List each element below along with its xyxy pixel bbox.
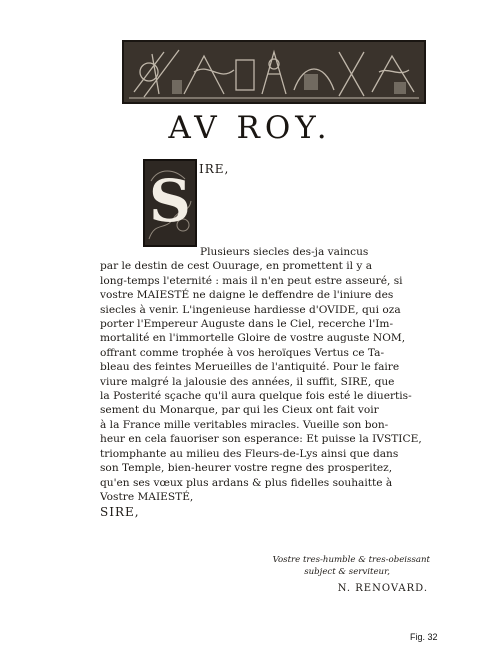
body-line: bleau des feintes Merueilles de l'antiquité. Pour le faire (100, 361, 400, 374)
closing-line: Vostre tres-humble & tres-obeissant (272, 555, 430, 565)
signature: N. RENOVARD. (337, 583, 428, 594)
dedication-body (100, 245, 428, 504)
closing-formula (220, 554, 430, 578)
body-line: vostre MAIESTÉ ne daigne le deffendre de l'iniure des (100, 289, 394, 302)
body-line: Plusieurs siecles des-ja vaincus (200, 246, 369, 258)
body-line: qu'en ses vœux plus ardans & plus fidelles souhaitte à (100, 476, 393, 489)
body-line: viure malgré la jalousie des années, il suffit, SIRE, que (100, 375, 395, 388)
figure-label: Fig. 32 (410, 632, 438, 642)
body-line: son Temple, bien-heurer vostre regne des prosperitez, (100, 462, 393, 475)
closing-line: subject & serviteur, (304, 567, 390, 577)
body-line: Vostre MAIESTÉ, (100, 490, 194, 503)
engraved-headpiece (122, 40, 426, 104)
body-line: heur en cela fauoriser son esperance: Et puisse la IVSTICE, (100, 433, 422, 446)
dropcap-letter: S (149, 167, 191, 235)
body-line: siecles à venir. L'ingenieuse hardiesse d'OVIDE, qui oza (100, 303, 401, 316)
body-line: par le destin de cest Ouurage, en promettent il y a (100, 260, 373, 273)
body-line: la Posterité sçache qu'il aura quelque fois esté le diuertis- (100, 390, 412, 403)
body-line: sement du Monarque, par qui les Cieux ont fait voir (100, 404, 379, 417)
body-line: triomphante au milieu des Fleurs-de-Lys ainsi que dans (100, 447, 399, 460)
body-line: mortalité en l'immortelle Gloire de vostre auguste NOM, (100, 332, 406, 345)
decorated-initial (143, 159, 197, 247)
page-title: AV ROY. (168, 110, 332, 146)
salutation-top: IRE, (199, 162, 230, 176)
salutation-bottom: SIRE, (100, 505, 140, 519)
ornament-trophy-icon (124, 42, 424, 102)
body-line: à la France mille veritables miracles. Vueille son bon- (100, 418, 389, 431)
body-line: offrant comme trophée à vos heroïques Vertus ce Ta- (100, 346, 385, 359)
body-line: long-temps l'eternité : mais il n'en peut estre asseuré, si (100, 274, 403, 287)
historiated-initial-icon (145, 161, 195, 245)
body-line: porter l'Empereur Auguste dans le Ciel, recerche l'Im- (100, 318, 394, 331)
